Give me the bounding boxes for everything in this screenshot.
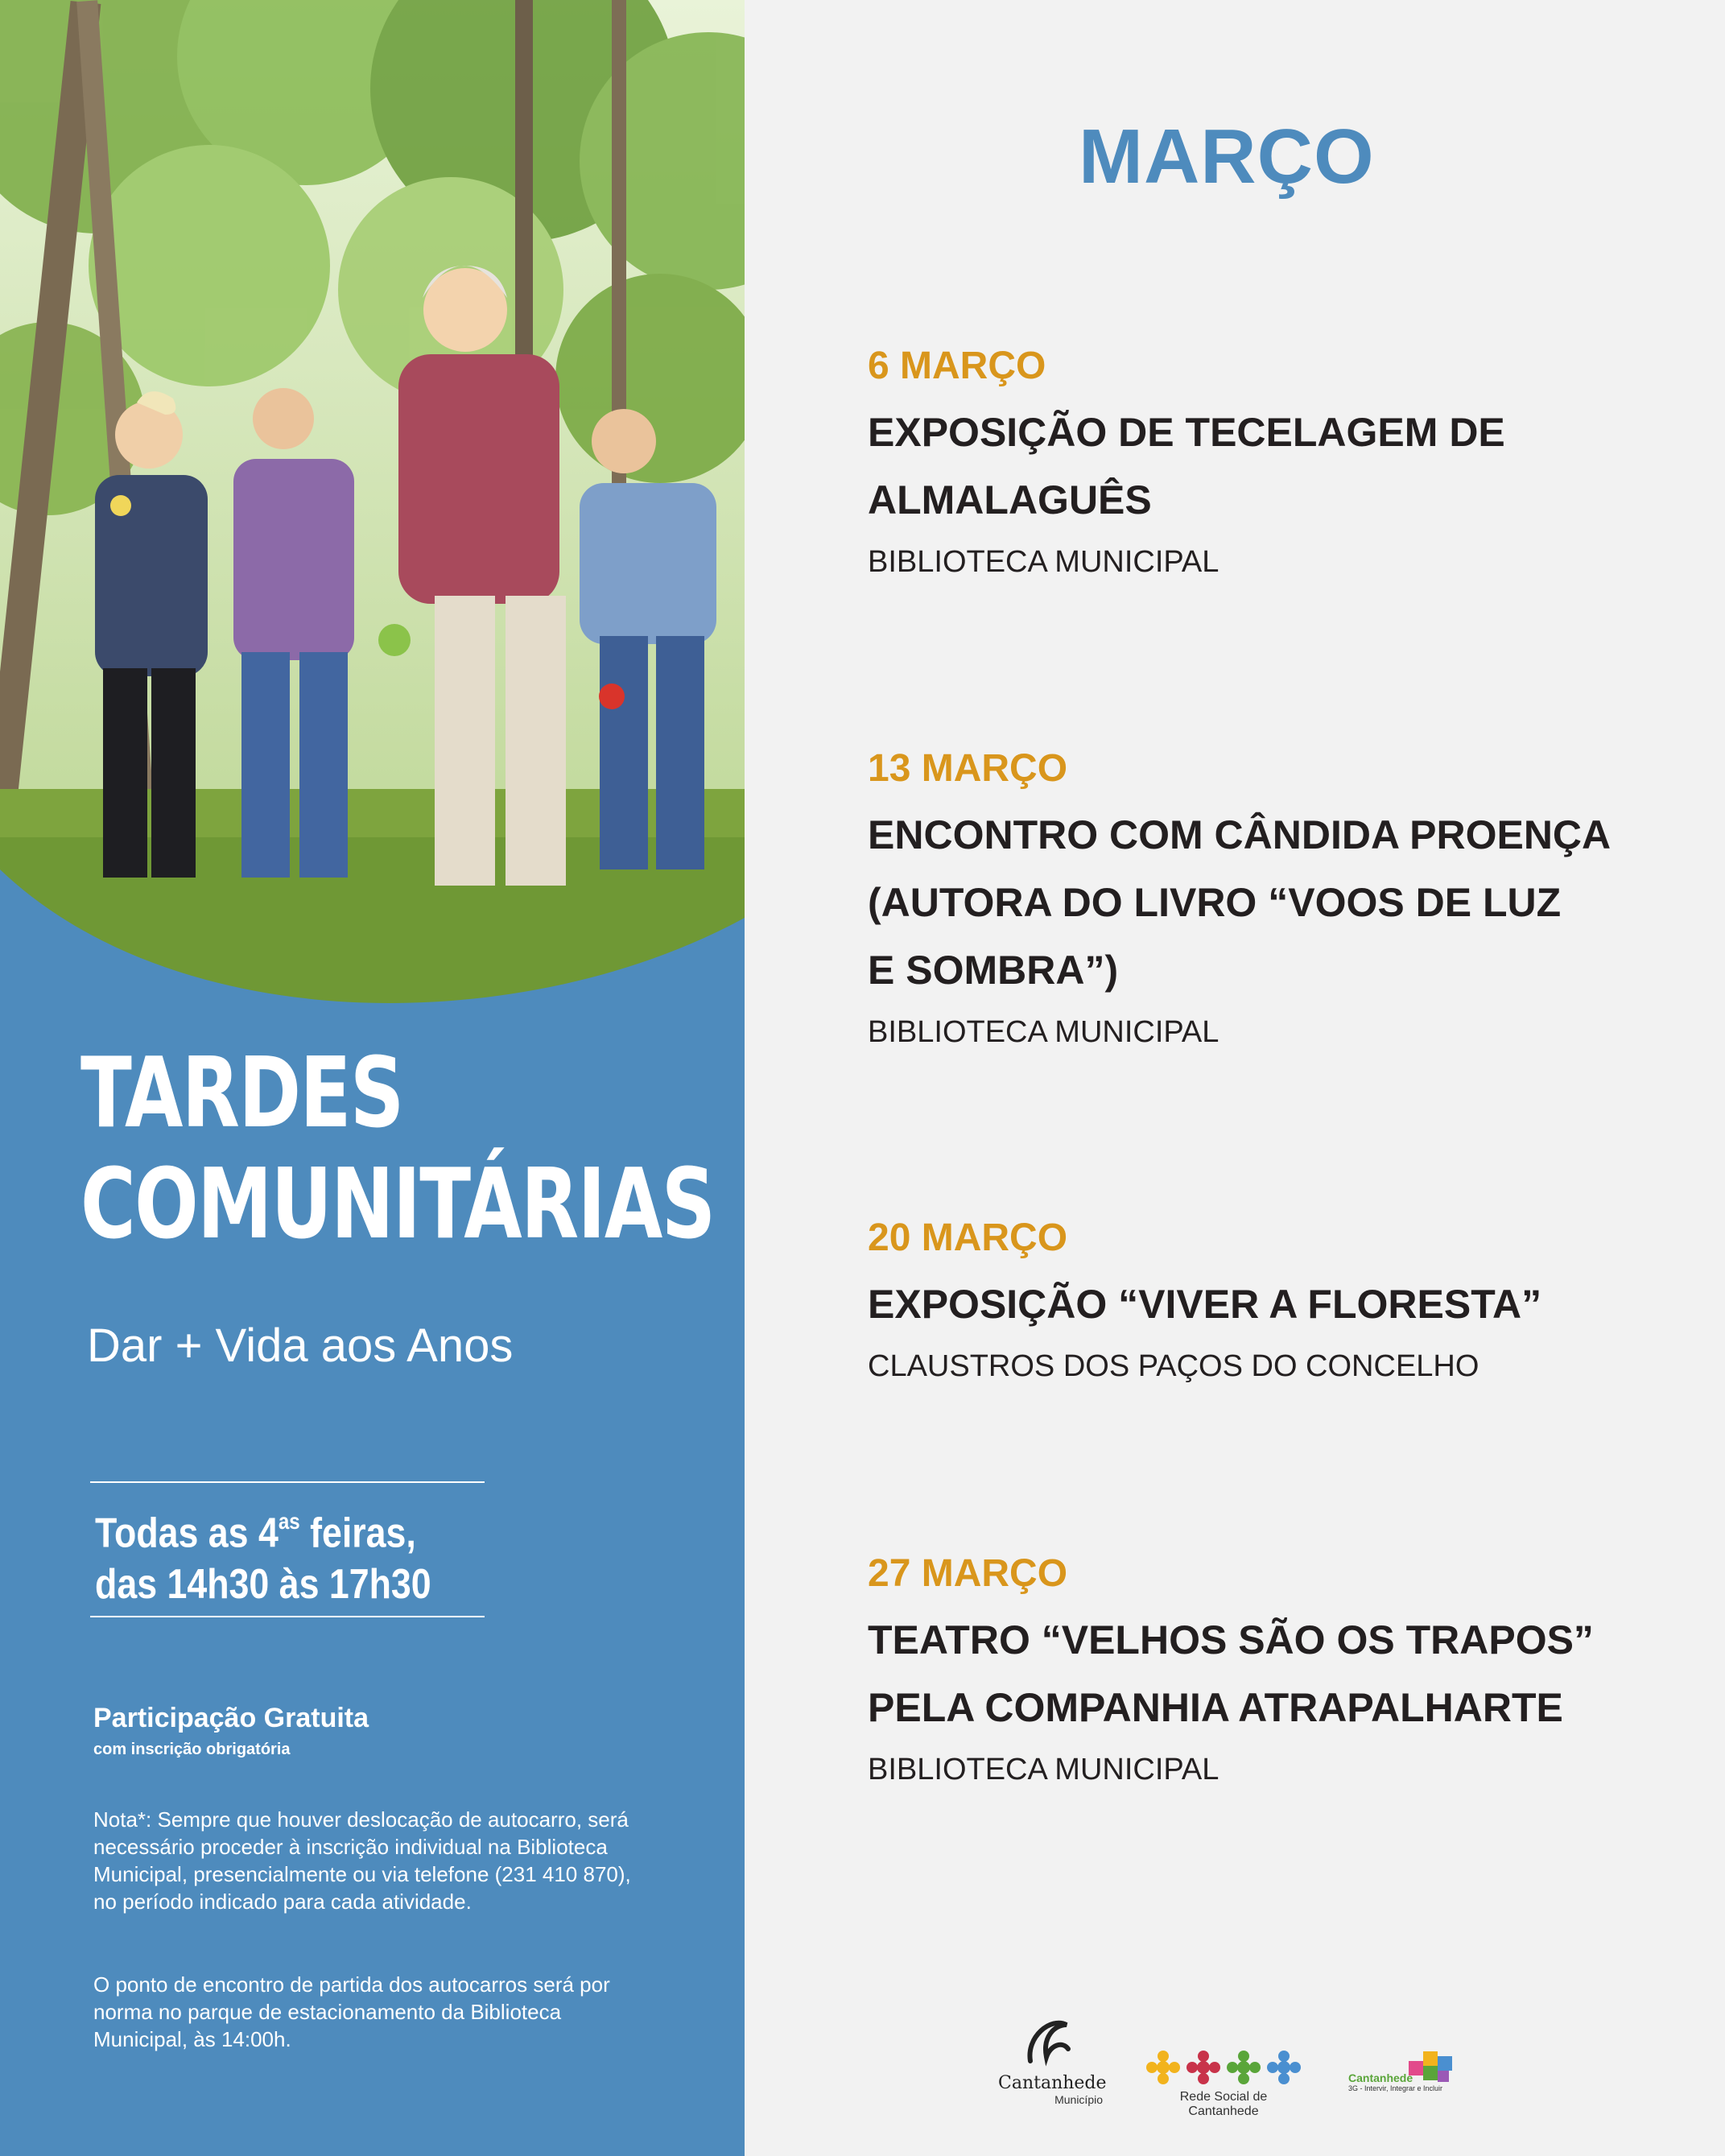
divider-top (90, 1481, 485, 1483)
event-item (868, 342, 1673, 582)
schedule-suffix: feiras, (299, 1510, 416, 1557)
cantanhede-emblem-icon (1018, 2013, 1083, 2069)
event-date: 13 MARÇO (868, 747, 1068, 790)
schedule-hours: das 14h30 às 17h30 (95, 1561, 431, 1609)
event-date: 20 MARÇO (868, 1216, 1068, 1259)
event-title (868, 1270, 1673, 1338)
event-venue: CLAUSTROS DOS PAÇOS DO CONCELHO (868, 1349, 1479, 1383)
event-venue: BIBLIOTECA MUNICIPAL (868, 545, 1219, 579)
seniors-playing-bocce-photo (0, 0, 745, 1014)
cantanhede-municipality-logo (998, 2013, 1107, 2106)
headline-line-2: COMUNITÁRIAS (80, 1149, 715, 1261)
puzzle-pieces-icon (1405, 2045, 1461, 2084)
cantanhede-3g-logo-name: Cantanhede (1348, 2071, 1413, 2084)
schedule-prefix: Todas as 4 (95, 1510, 279, 1557)
tagline: Dar + Vida aos Anos (87, 1320, 514, 1372)
meeting-point-note: O ponto de encontro de partida dos autocarros será por norma no parque de estacionamento da Biblioteca Municipal, às 14:00h. (93, 1972, 610, 2051)
event-title-line: EXPOSIÇÃO “VIVER A FLORESTA” (868, 1282, 1542, 1327)
month-heading: MARÇO (1079, 114, 1375, 200)
participation-title: Participação Gratuita (93, 1703, 369, 1733)
headline-line-1: TARDES (80, 1038, 403, 1150)
event-title (868, 1606, 1673, 1741)
schedule-superscript: as (278, 1509, 300, 1534)
rede-social-logo (1143, 2049, 1304, 2119)
event-item (868, 1214, 1673, 1386)
cantanhede-logo-subtitle: Município (1054, 2093, 1103, 2106)
event-title-line: TEATRO “VELHOS SÃO OS TRAPOS” (868, 1617, 1594, 1662)
cantanhede-3g-logo (1348, 2045, 1461, 2092)
event-title (868, 801, 1673, 1004)
cantanhede-logo-name: Cantanhede (998, 2073, 1107, 2093)
cantanhede-3g-logo-subtitle: 3G - Intervir, Integrar e Incluir (1348, 2084, 1443, 2092)
flowers-icon (1143, 2049, 1304, 2086)
event-venue: BIBLIOTECA MUNICIPAL (868, 1753, 1219, 1786)
event-date: 27 MARÇO (868, 1552, 1068, 1595)
event-title-line: (AUTORA DO LIVRO “VOOS DE LUZ (868, 880, 1562, 925)
program-headline (80, 1039, 715, 1261)
event-title-line: EXPOSIÇÃO DE TECELAGEM DE (868, 410, 1505, 455)
left-panel (0, 0, 745, 2156)
event-title-line: E SOMBRA”) (868, 948, 1119, 993)
event-title-line: ENCONTRO COM CÂNDIDA PROENÇA (868, 812, 1612, 857)
schedule (95, 1499, 431, 1610)
event-title (868, 399, 1673, 534)
event-venue: BIBLIOTECA MUNICIPAL (868, 1015, 1219, 1049)
transport-note: Nota*: Sempre que houver deslocação de autocarro, será necessário proceder à inscrição individual na Biblioteca Municipal, presencialmente ou via telefone (231 410 870), no período indicado para cada atividade. (93, 1807, 631, 1914)
event-title-line: PELA COMPANHIA ATRAPALHARTE (868, 1685, 1563, 1730)
event-item (868, 745, 1673, 1052)
event-item (868, 1550, 1673, 1790)
event-title-line: ALMALAGUÊS (868, 477, 1152, 522)
divider-bottom (90, 1616, 485, 1617)
rede-social-logo-name: Rede Social de Cantanhede (1179, 2090, 1268, 2118)
participation-subtitle: com inscrição obrigatória (93, 1741, 291, 1758)
event-date: 6 MARÇO (868, 345, 1046, 387)
